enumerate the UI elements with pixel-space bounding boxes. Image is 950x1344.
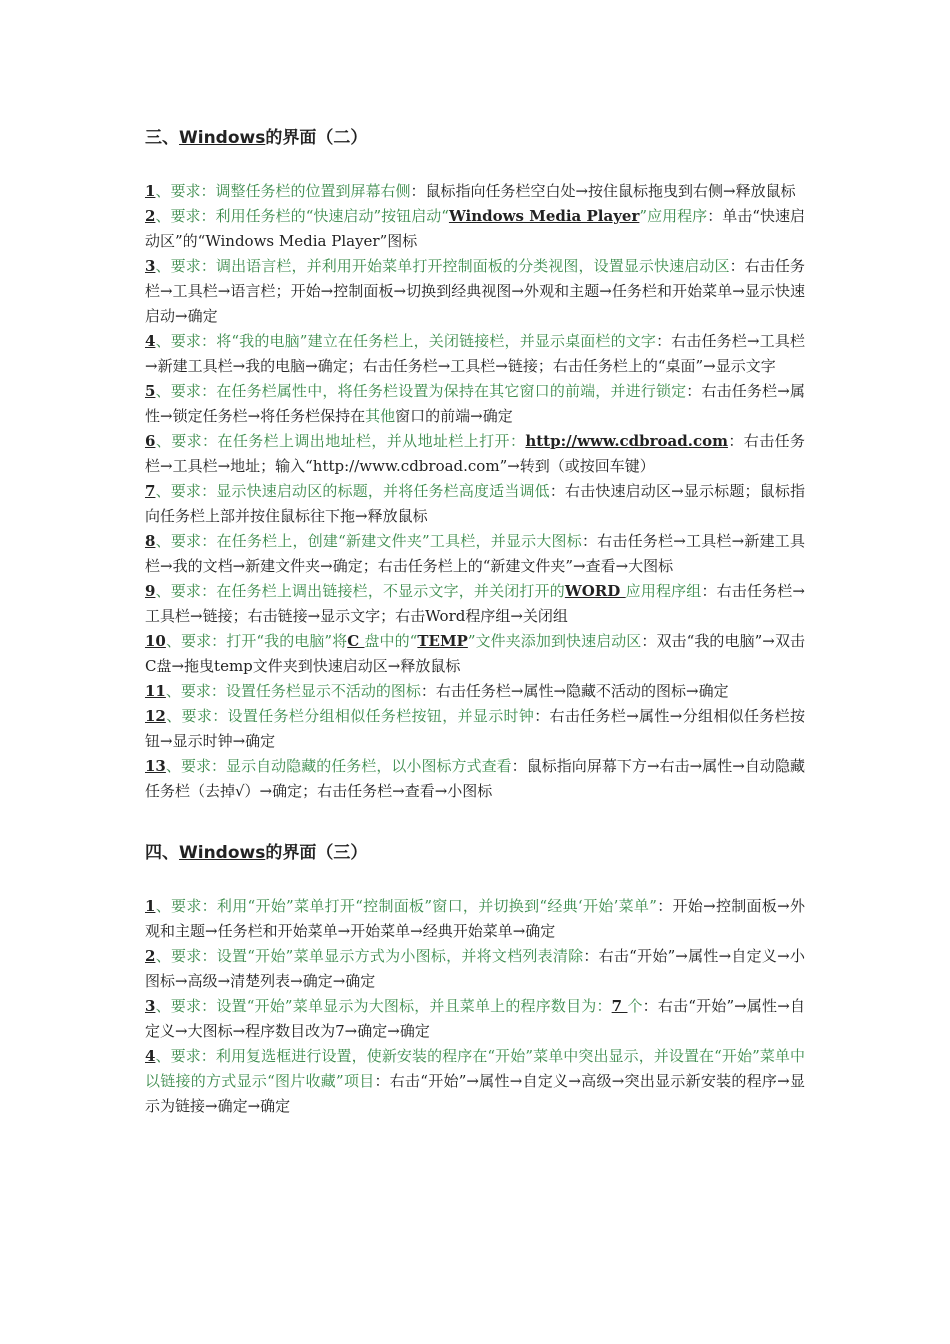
item-number: 4 [145, 1047, 156, 1065]
item-number: 13 [145, 757, 166, 775]
item-number: 6 [145, 432, 156, 450]
requirement-text: 应用程序组 [625, 582, 702, 600]
steps-text: ：右击任务栏→属性→隐藏不活动的图标→确定 [420, 682, 729, 700]
section-title-prefix: 三、 [145, 128, 179, 148]
emphasized-text: WORD [564, 582, 626, 600]
steps-text: ：右击任务栏→属性→锁定任务栏→将任务栏保持在 [145, 382, 805, 425]
section-title-windows: Windows [179, 843, 266, 863]
requirement-text: 、要求：调整任务栏的位置到屏幕右侧 [155, 182, 411, 200]
requirement-text: 、要求：利用“开始”菜单打开“控制面板”窗口，并切换到“经典‘开始’菜单” [155, 897, 657, 915]
exercise-item [145, 429, 805, 479]
steps-text: ：右击“开始”→属性→自定义→小图标→高级→清楚列表→确定→确定 [145, 947, 806, 990]
steps-text: ：开始→控制面板→外观和主题→任务栏和开始菜单→开始菜单→经典开始菜单→确定 [145, 897, 805, 940]
requirement-text: ”文件夹添加到快速启动区 [467, 632, 642, 650]
steps-text: ：右击任务栏→工具栏→新建工具栏→我的电脑→确定；右击任务栏→工具栏→链接；右击任务栏上的“桌面”→显示文字 [145, 332, 805, 375]
requirement-text: 、要求：设置任务栏分组相似任务栏按钮，并显示时钟 [165, 707, 535, 725]
requirement-text: 、要求：利用复选框进行设置，使新安装的程序在“开始”菜单中突出显示，并设置在“开始”菜单中以链接的方式显示“图片收藏”项目 [145, 1047, 805, 1090]
requirement-text: 盘中的“ [364, 632, 418, 650]
item-number: 5 [145, 382, 156, 400]
exercise-item [145, 944, 805, 994]
section-windows-interface-2 [145, 124, 805, 804]
exercise-item [145, 254, 805, 329]
requirement-text: 、要求：在任务栏上，创建“新建文件夹”工具栏，并显示大图标 [155, 532, 582, 550]
steps-text: 窗口的前端→确定 [395, 407, 513, 425]
steps-text: ：单击“快速启动区”的“Windows Media Player”图标 [145, 207, 805, 250]
requirement-text: 、要求：将“我的电脑”建立在任务栏上，关闭链接栏，并显示桌面栏的文字 [155, 332, 657, 350]
section-items [145, 179, 805, 804]
requirement-text: 、要求：设置“开始”菜单显示为大图标，并且菜单上的程序数目为： [155, 997, 612, 1015]
emphasized-text: TEMP [417, 632, 468, 650]
steps-text: ：右击任务栏→工具栏→语言栏；开始→控制面板→切换到经典视图→外观和主题→任务栏和开始菜单→显示快速启动→确定 [145, 257, 805, 325]
steps-text: ：鼠标指向任务栏空白处→按住鼠标拖曳到右侧→释放鼠标 [410, 182, 796, 200]
exercise-item [145, 204, 805, 254]
emphasized-text: 7 [611, 997, 628, 1015]
emphasized-text: Windows Media Player [448, 207, 640, 225]
item-number: 1 [145, 897, 156, 915]
exercise-item [145, 179, 805, 204]
requirement-text: 个 [627, 997, 643, 1015]
exercise-item [145, 329, 805, 379]
item-number: 10 [145, 632, 166, 650]
item-number: 12 [145, 707, 166, 725]
emphasized-text: http://www.cdbroad.com [525, 432, 728, 450]
steps-text: ：右击任务栏→属性→分组相似任务栏按钮→显示时钟→确定 [145, 707, 805, 750]
requirement-text: 、要求：在任务栏上调出链接栏，不显示文字，并关闭打开的 [155, 582, 565, 600]
requirement-text: ”应用程序 [639, 207, 708, 225]
section-title-suffix: 的界面（三） [265, 843, 368, 863]
exercise-item [145, 479, 805, 529]
document-content [145, 124, 805, 1119]
exercise-item [145, 679, 805, 704]
item-number: 4 [145, 332, 156, 350]
item-number: 2 [145, 207, 156, 225]
item-number: 11 [145, 682, 166, 700]
requirement-text: 、要求：利用任务栏的“快速启动”按钮启动“ [155, 207, 449, 225]
section-title [145, 839, 805, 867]
exercise-item [145, 529, 805, 579]
requirement-text: 、要求：在任务栏上调出地址栏，并从地址栏上打开： [155, 432, 526, 450]
exercise-item [145, 1044, 805, 1119]
steps-text: ：右击快速启动区→显示标题；鼠标指向任务栏上部并按住鼠标往下拖→释放鼠标 [145, 482, 805, 525]
exercise-item [145, 629, 805, 679]
emphasized-text: C [347, 632, 365, 650]
steps-text: ：双击“我的电脑”→双击C盘→拖曳temp文件夹到快速启动区→释放鼠标 [145, 632, 806, 675]
exercise-item [145, 579, 805, 629]
item-number: 8 [145, 532, 156, 550]
requirement-text: 、要求：设置任务栏显示不活动的图标 [165, 682, 421, 700]
section-title [145, 124, 805, 152]
steps-text: ：右击任务栏→工具栏→新建工具栏→我的文档→新建文件夹→确定；右击任务栏上的“新建文件夹”→查看→大图标 [145, 532, 805, 575]
section-windows-interface-3 [145, 839, 805, 1119]
steps-text: ：右击任务栏→工具栏→地址；输入“http://www.cdbroad.com”→转到（或按回车键） [145, 432, 805, 475]
item-number: 1 [145, 182, 156, 200]
requirement-text: 其他 [365, 407, 396, 425]
item-number: 3 [145, 997, 156, 1015]
exercise-item [145, 754, 805, 804]
section-title-windows: Windows [179, 128, 266, 148]
item-number: 9 [145, 582, 156, 600]
requirement-text: 、要求：显示快速启动区的标题，并将任务栏高度适当调低 [155, 482, 550, 500]
exercise-item [145, 894, 805, 944]
steps-text: ：鼠标指向屏幕下方→右击→属性→自动隐藏任务栏（去掉√）→确定；右击任务栏→查看→小图标 [145, 757, 805, 800]
section-title-prefix: 四、 [145, 843, 179, 863]
exercise-item [145, 994, 805, 1044]
section-items [145, 894, 805, 1119]
requirement-text: 、要求：设置“开始”菜单显示方式为小图标，并将文档列表清除 [155, 947, 584, 965]
item-number: 3 [145, 257, 156, 275]
requirement-text: 、要求：打开“我的电脑”将 [165, 632, 348, 650]
requirement-text: 、要求：在任务栏属性中，将任务栏设置为保持在其它窗口的前端，并进行锁定 [155, 382, 687, 400]
requirement-text: 、要求：调出语言栏，并利用开始菜单打开控制面板的分类视图，设置显示快速启动区 [155, 257, 730, 275]
item-number: 7 [145, 482, 156, 500]
steps-text: ：右击“开始”→属性→自定义→高级→突出显示新安装的程序→显示为链接→确定→确定 [145, 1072, 805, 1115]
exercise-item [145, 379, 805, 429]
steps-text: ：右击任务栏→工具栏→链接；右击链接→显示文字；右击Word程序组→关闭组 [145, 582, 805, 625]
item-number: 2 [145, 947, 156, 965]
requirement-text: 、要求：显示自动隐藏的任务栏，以小图标方式查看 [165, 757, 512, 775]
steps-text: ：右击“开始”→属性→自定义→大图标→程序数目改为7→确定→确定 [145, 997, 805, 1040]
section-title-suffix: 的界面（二） [265, 128, 368, 148]
exercise-item [145, 704, 805, 754]
